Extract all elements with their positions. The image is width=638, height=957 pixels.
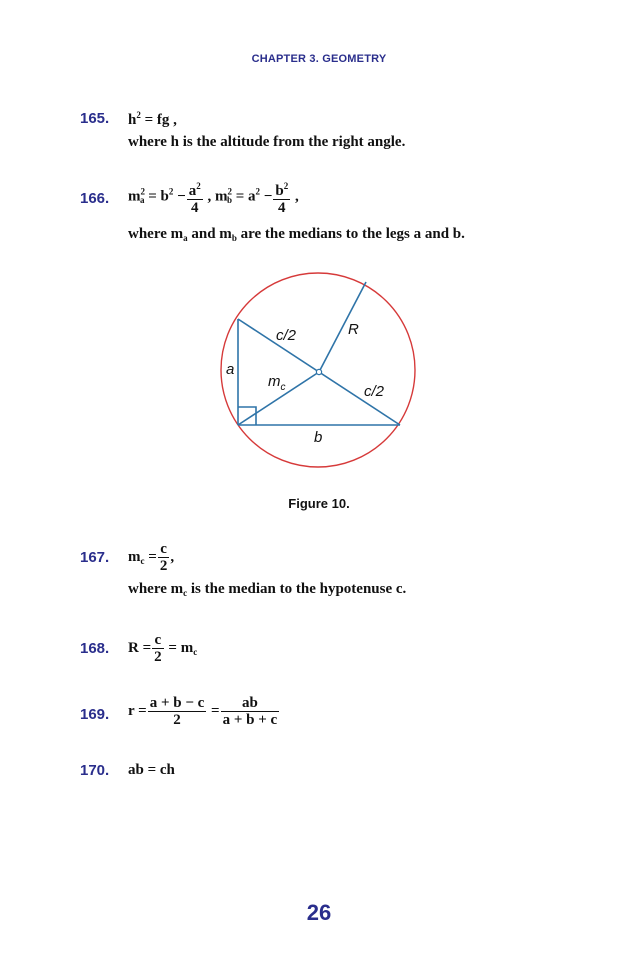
page-number: 26 [306, 900, 332, 925]
figure-caption: Figure 10. [288, 496, 350, 511]
formula-expression: ab = ch [128, 762, 175, 778]
formula-expression: R = $\frac{c}{2}$ = $m_c$ [128, 632, 198, 665]
item-number: 168. [80, 640, 110, 657]
item-number: 167. [80, 549, 110, 566]
formula-description: where $m_c$ is the median to the hypotenuse c. [128, 581, 407, 598]
formula-expression: $m^2_a = b^2$ − $\frac{a^2}{4}$ , $m^2_b = a^2$ − $\frac{b^2}{4}$ , [128, 181, 299, 216]
formula-expression: $h^2$ = fg , [128, 110, 177, 128]
label-a: a [226, 361, 235, 378]
radius-r [319, 282, 366, 372]
label-r: R [348, 321, 359, 338]
formula-expression: $m_c$ = $\frac{c}{2}$ , [128, 541, 175, 574]
item-number: 165. [80, 110, 110, 127]
formula-description: where $m_a$ and $m_b$ are the medians to the legs a and b. [128, 226, 465, 243]
label-mc: $m_c$ [268, 373, 286, 393]
circumscribed-triangle-figure [218, 270, 418, 470]
circumcenter-point [316, 369, 321, 374]
chapter-header: CHAPTER 3. GEOMETRY [251, 53, 387, 65]
item-number: 166. [80, 190, 110, 207]
item-number: 169. [80, 706, 110, 723]
label-c-half-bottom: c/2 [364, 383, 385, 400]
label-b: b [314, 429, 323, 446]
item-number: 170. [80, 762, 110, 779]
formula-expression: r = $\frac{a + b - c}{2}$ = $\frac{ab}{a + b + c}$ [128, 695, 278, 728]
label-c-half-top: c/2 [276, 327, 297, 344]
formula-description: where h is the altitude from the right angle. [128, 134, 406, 150]
